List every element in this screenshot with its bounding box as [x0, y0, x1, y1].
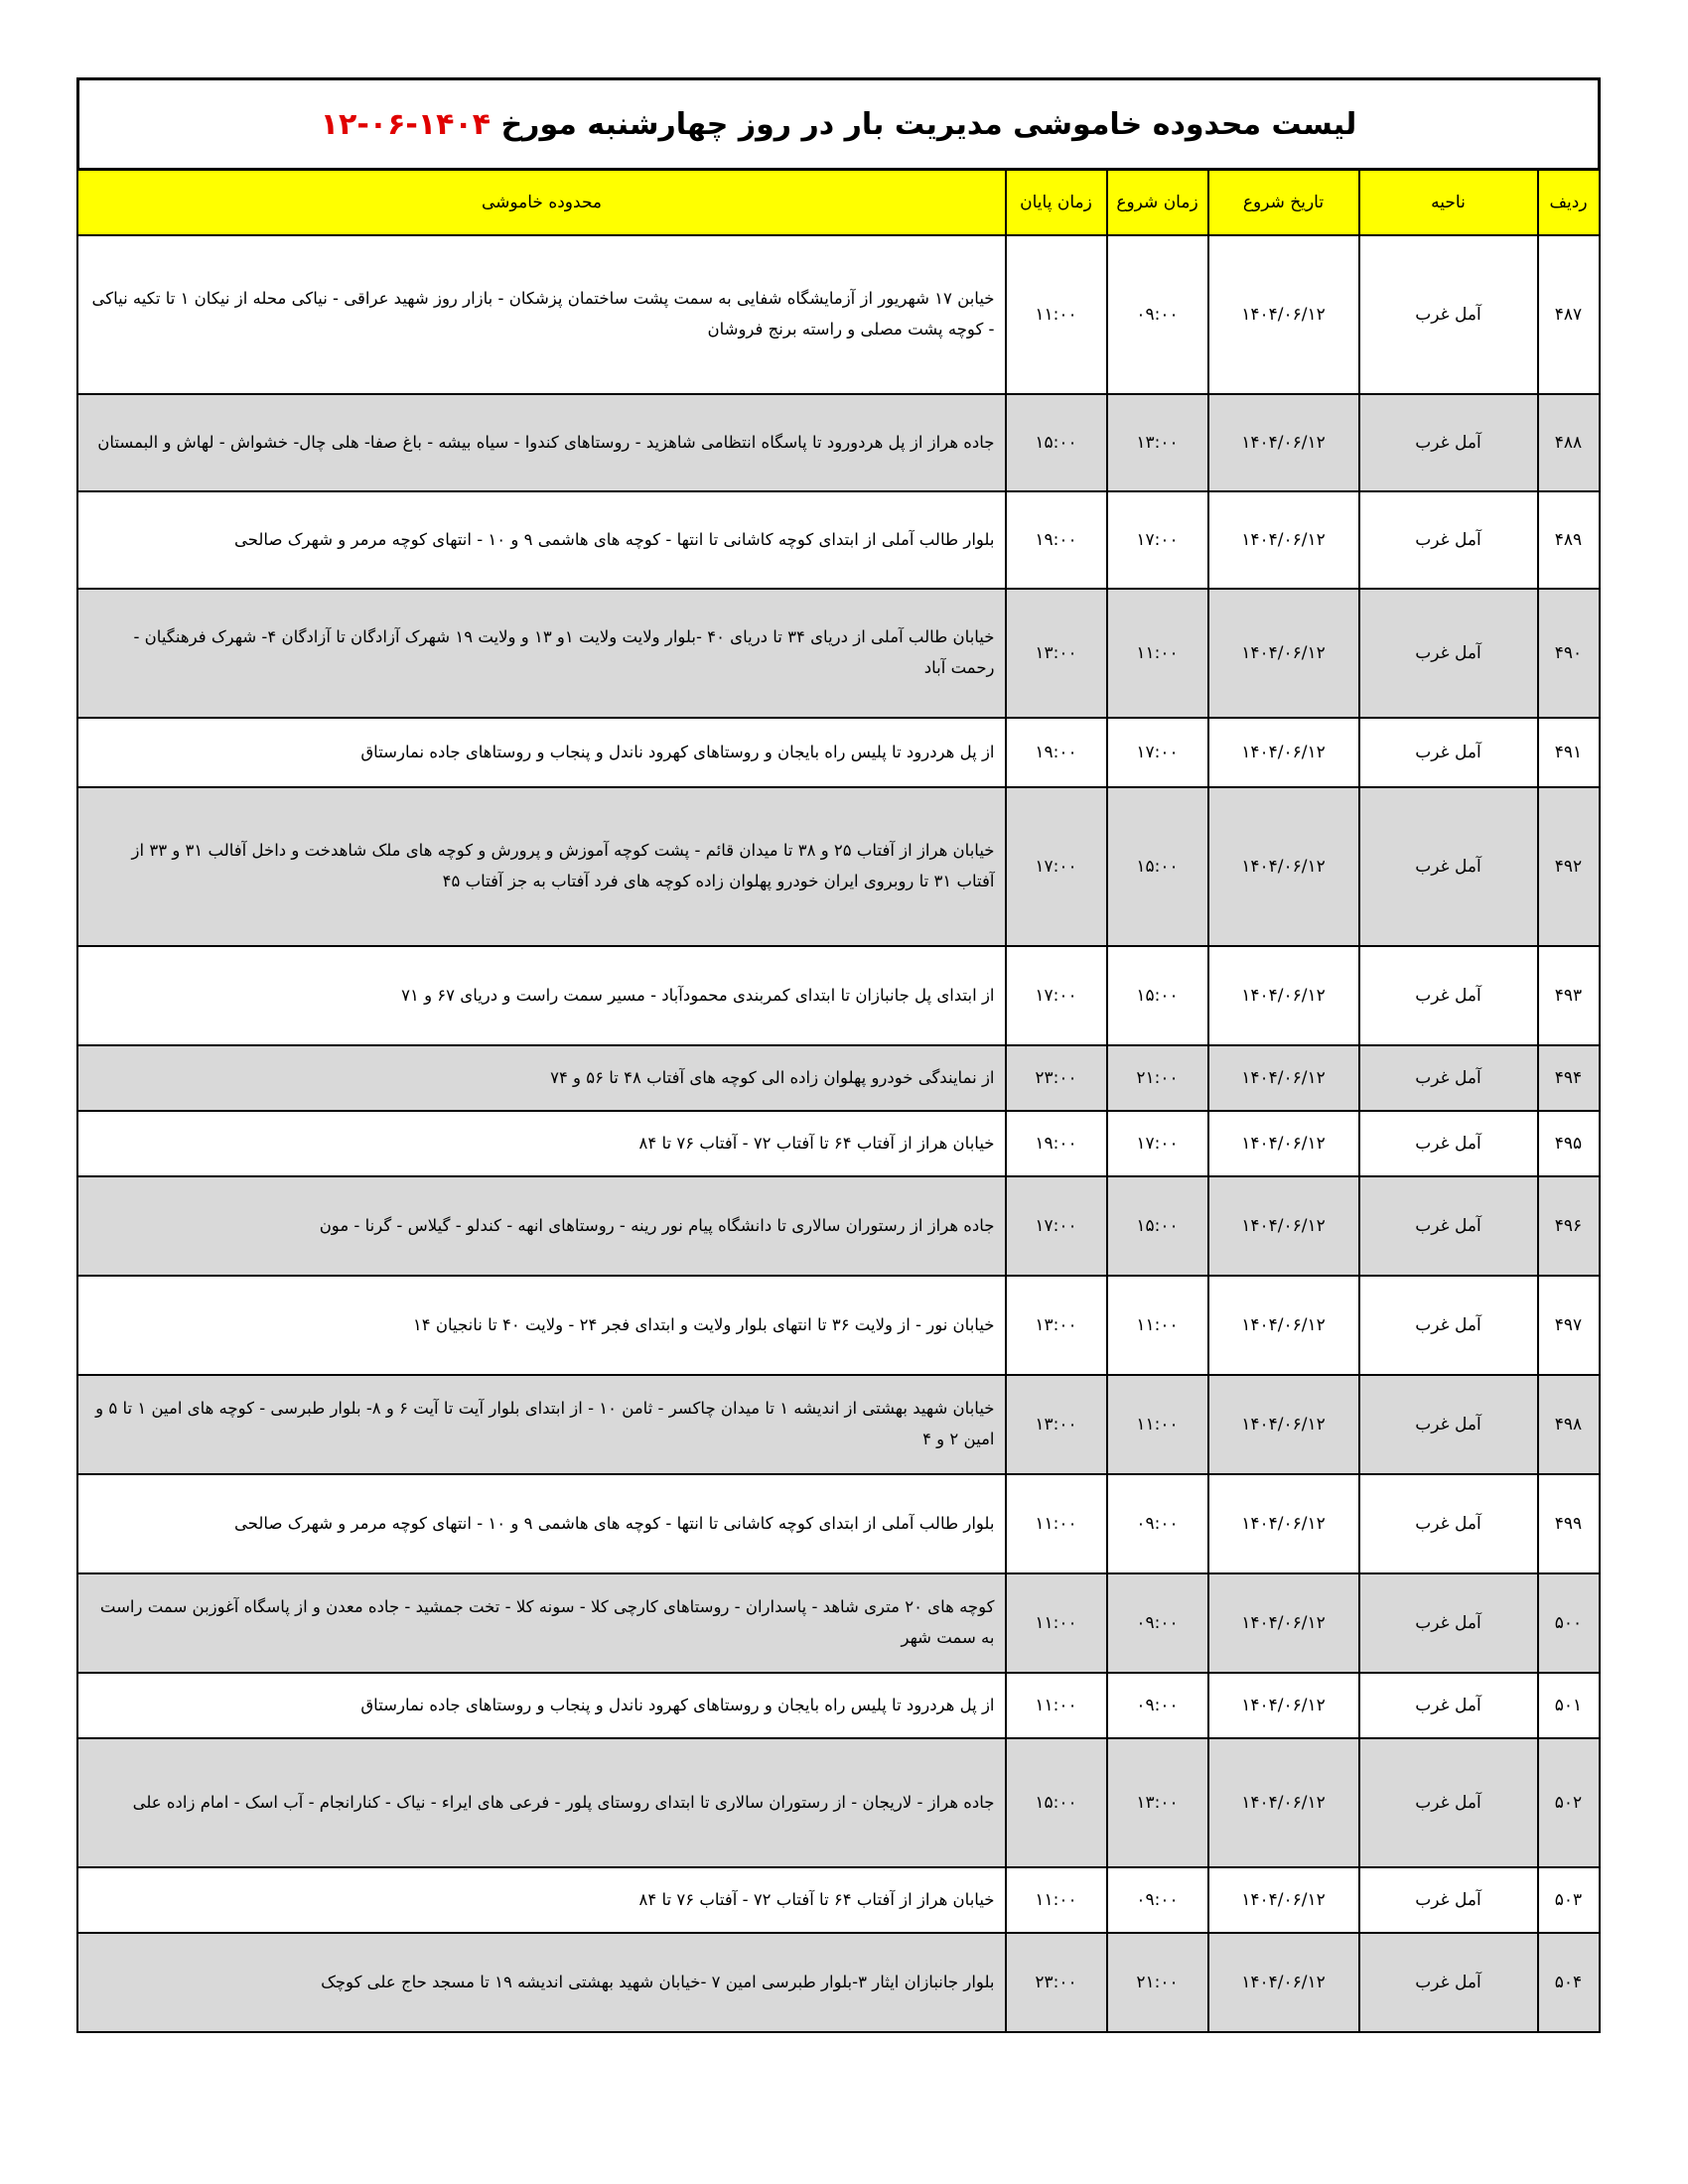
cell-area: خیابان شهید بهشتی از اندیشه ۱ تا میدان چاکسر - ثامن ۱۰ - از ابتدای بلوار آیت تا آیت ۶ و ۸- بلوار طبرسی - کوچه های امین ۱ تا ۵ و امین ۲ و ۴ — [77, 1375, 1005, 1474]
cell-end-time: ۱۷:۰۰ — [1006, 946, 1107, 1045]
cell-end-time: ۱۵:۰۰ — [1006, 1738, 1107, 1867]
cell-district: آمل غرب — [1359, 1176, 1538, 1276]
cell-start-time: ۱۱:۰۰ — [1107, 1375, 1208, 1474]
cell-start-date: ۱۴۰۴/۰۶/۱۲ — [1208, 1673, 1359, 1738]
blackout-table — [76, 77, 1601, 2033]
cell-district: آمل غرب — [1359, 787, 1538, 946]
cell-district: آمل غرب — [1359, 1933, 1538, 2032]
cell-row-number: ۴۹۷ — [1538, 1276, 1600, 1375]
cell-start-date: ۱۴۰۴/۰۶/۱۲ — [1208, 1176, 1359, 1276]
cell-area: از پل هردرود تا پلیس راه بایجان و روستاهای کهرود ناندل و پنجاب و روستاهای جاده نمارستاق — [77, 1673, 1005, 1738]
cell-start-time: ۱۱:۰۰ — [1107, 589, 1208, 718]
cell-start-time: ۰۹:۰۰ — [1107, 1573, 1208, 1673]
cell-end-time: ۱۱:۰۰ — [1006, 1673, 1107, 1738]
cell-end-time: ۱۱:۰۰ — [1006, 1867, 1107, 1933]
table-row — [77, 1933, 1599, 2032]
cell-start-date: ۱۴۰۴/۰۶/۱۲ — [1208, 1276, 1359, 1375]
cell-start-date: ۱۴۰۴/۰۶/۱۲ — [1208, 946, 1359, 1045]
cell-area: خیابن ۱۷ شهریور از آزمایشگاه شفایی به سمت پشت ساختمان پزشکان - بازار روز شهید عراقی - نیاکی محله از نیکان ۱ تا تکیه نیاکی - کوچه پشت مصلی و راسته برنج فروشان — [77, 235, 1005, 394]
cell-start-date: ۱۴۰۴/۰۶/۱۲ — [1208, 491, 1359, 589]
cell-area: کوچه های ۲۰ متری شاهد - پاسداران - روستاهای کارچی کلا - سونه کلا - تخت جمشید - جاده معدن و از پاسگاه آغوزبن سمت راست به سمت شهر — [77, 1573, 1005, 1673]
cell-start-date: ۱۴۰۴/۰۶/۱۲ — [1208, 1738, 1359, 1867]
cell-start-time: ۱۵:۰۰ — [1107, 946, 1208, 1045]
cell-area: جاده هراز از رستوران سالاری تا دانشگاه پیام نور رینه - روستاهای انهه - کندلو - گیلاس - گرنا - مون — [77, 1176, 1005, 1276]
cell-district: آمل غرب — [1359, 394, 1538, 491]
cell-district: آمل غرب — [1359, 1867, 1538, 1933]
cell-end-time: ۱۹:۰۰ — [1006, 1111, 1107, 1176]
table-body — [77, 235, 1599, 2032]
cell-start-date: ۱۴۰۴/۰۶/۱۲ — [1208, 1474, 1359, 1573]
header-row-number: ردیف — [1538, 170, 1600, 236]
table-row — [77, 787, 1599, 946]
cell-row-number: ۴۸۹ — [1538, 491, 1600, 589]
table-row — [77, 1375, 1599, 1474]
cell-start-date: ۱۴۰۴/۰۶/۱۲ — [1208, 235, 1359, 394]
cell-row-number: ۴۸۸ — [1538, 394, 1600, 491]
cell-start-time: ۲۱:۰۰ — [1107, 1933, 1208, 2032]
cell-end-time: ۱۳:۰۰ — [1006, 589, 1107, 718]
cell-district: آمل غرب — [1359, 1474, 1538, 1573]
table-row — [77, 1573, 1599, 1673]
cell-row-number: ۴۹۱ — [1538, 718, 1600, 787]
cell-row-number: ۴۹۵ — [1538, 1111, 1600, 1176]
table-row — [77, 1111, 1599, 1176]
title-day: چهارشنبه مورخ — [500, 106, 729, 142]
cell-row-number: ۵۰۲ — [1538, 1738, 1600, 1867]
title-row — [77, 79, 1599, 170]
cell-start-date: ۱۴۰۴/۰۶/۱۲ — [1208, 589, 1359, 718]
cell-start-time: ۱۳:۰۰ — [1107, 394, 1208, 491]
cell-district: آمل غرب — [1359, 1673, 1538, 1738]
cell-start-date: ۱۴۰۴/۰۶/۱۲ — [1208, 394, 1359, 491]
cell-end-time: ۱۳:۰۰ — [1006, 1276, 1107, 1375]
cell-start-time: ۲۱:۰۰ — [1107, 1045, 1208, 1111]
cell-start-time: ۱۱:۰۰ — [1107, 1276, 1208, 1375]
cell-area: خیابان هراز از آفتاب ۲۵ و ۳۸ تا میدان قائم - پشت کوچه آموزش و پرورش و کوچه های ملک شاهدخت و داخل آفالب ۳۱ و ۳۳ از آفتاب ۳۱ تا روبروی ایران خودرو پهلوان زاده کوچه های فرد آفتاب به جز آفتاب ۴۵ — [77, 787, 1005, 946]
cell-area: جاده هراز - لاریجان - از رستوران سالاری تا ابتدای روستای پلور - فرعی های ایراء - نیاک - کنارانجام - آب اسک - امام زاده علی — [77, 1738, 1005, 1867]
header-district: ناحیه — [1359, 170, 1538, 236]
cell-district: آمل غرب — [1359, 589, 1538, 718]
cell-area: جاده هراز از پل هردورود تا پاسگاه انتظامی شاهزید - روستاهای کندوا - سیاه بیشه - باغ صفا- هلی چال- خشواش - لهاش و البمستان — [77, 394, 1005, 491]
cell-row-number: ۵۰۱ — [1538, 1673, 1600, 1738]
cell-start-time: ۰۹:۰۰ — [1107, 235, 1208, 394]
cell-end-time: ۱۷:۰۰ — [1006, 1176, 1107, 1276]
cell-area: از ابتدای پل جانبازان تا ابتدای کمربندی محمودآباد - مسیر سمت راست و دریای ۶۷ و ۷۱ — [77, 946, 1005, 1045]
cell-end-time: ۱۵:۰۰ — [1006, 394, 1107, 491]
cell-start-time: ۱۵:۰۰ — [1107, 787, 1208, 946]
table-row — [77, 589, 1599, 718]
table-row — [77, 1176, 1599, 1276]
cell-row-number: ۴۹۰ — [1538, 589, 1600, 718]
cell-start-time: ۱۳:۰۰ — [1107, 1738, 1208, 1867]
cell-row-number: ۴۸۷ — [1538, 235, 1600, 394]
cell-area: خیابان هراز از آفتاب ۶۴ تا آفتاب ۷۲ - آفتاب ۷۶ تا ۸۴ — [77, 1111, 1005, 1176]
table-row — [77, 1738, 1599, 1867]
cell-start-date: ۱۴۰۴/۰۶/۱۲ — [1208, 1573, 1359, 1673]
cell-district: آمل غرب — [1359, 1573, 1538, 1673]
cell-start-time: ۱۷:۰۰ — [1107, 491, 1208, 589]
cell-start-date: ۱۴۰۴/۰۶/۱۲ — [1208, 718, 1359, 787]
cell-row-number: ۵۰۴ — [1538, 1933, 1600, 2032]
table-row — [77, 491, 1599, 589]
cell-end-time: ۱۹:۰۰ — [1006, 491, 1107, 589]
cell-area: خیابان طالب آملی از دریای ۳۴ تا دریای ۴۰ -بلوار ولایت ولایت ۱و ۱۳ و ولایت ۱۹ شهرک آزادگان تا آزادگان ۴- شهرک فرهنگیان - رحمت آباد — [77, 589, 1005, 718]
cell-district: آمل غرب — [1359, 946, 1538, 1045]
cell-row-number: ۴۹۳ — [1538, 946, 1600, 1045]
cell-start-time: ۰۹:۰۰ — [1107, 1474, 1208, 1573]
cell-start-time: ۱۵:۰۰ — [1107, 1176, 1208, 1276]
cell-start-time: ۰۹:۰۰ — [1107, 1867, 1208, 1933]
cell-start-date: ۱۴۰۴/۰۶/۱۲ — [1208, 1111, 1359, 1176]
cell-end-time: ۱۳:۰۰ — [1006, 1375, 1107, 1474]
cell-district: آمل غرب — [1359, 1111, 1538, 1176]
cell-start-date: ۱۴۰۴/۰۶/۱۲ — [1208, 1867, 1359, 1933]
cell-district: آمل غرب — [1359, 718, 1538, 787]
cell-start-time: ۱۷:۰۰ — [1107, 718, 1208, 787]
cell-district: آمل غرب — [1359, 1045, 1538, 1111]
cell-end-time: ۱۱:۰۰ — [1006, 1474, 1107, 1573]
cell-end-time: ۲۳:۰۰ — [1006, 1933, 1107, 2032]
table-row — [77, 1673, 1599, 1738]
table-row — [77, 946, 1599, 1045]
header-start-date: تاریخ شروع — [1208, 170, 1359, 236]
cell-area: خیابان هراز از آفتاب ۶۴ تا آفتاب ۷۲ - آفتاب ۷۶ تا ۸۴ — [77, 1867, 1005, 1933]
table-row — [77, 1045, 1599, 1111]
page-title — [77, 79, 1599, 170]
table-row — [77, 235, 1599, 394]
table-row — [77, 1474, 1599, 1573]
cell-area: بلوار جانبازان ایثار ۳-بلوار طبرسی امین ۷ -خیابان شهید بهشتی اندیشه ۱۹ تا مسجد حاج علی کوچک — [77, 1933, 1005, 2032]
title-date: ۱۴۰۴-۰۶-۱۲ — [320, 106, 492, 142]
cell-area: از پل هردرود تا پلیس راه بایجان و روستاهای کهرود ناندل و پنجاب و روستاهای جاده نمارستاق — [77, 718, 1005, 787]
header-end-time: زمان پایان — [1006, 170, 1107, 236]
cell-end-time: ۱۹:۰۰ — [1006, 718, 1107, 787]
cell-row-number: ۴۹۴ — [1538, 1045, 1600, 1111]
cell-row-number: ۴۹۲ — [1538, 787, 1600, 946]
cell-end-time: ۲۳:۰۰ — [1006, 1045, 1107, 1111]
header-area: محدوده خاموشی — [77, 170, 1005, 236]
blackout-sheet — [79, 77, 1601, 2033]
header-start-time: زمان شروع — [1107, 170, 1208, 236]
cell-area: بلوار طالب آملی از ابتدای کوچه کاشانی تا انتها - کوچه های هاشمی ۹ و ۱۰ - انتهای کوچه مرمر و شهرک صالحی — [77, 491, 1005, 589]
table-row — [77, 718, 1599, 787]
cell-start-date: ۱۴۰۴/۰۶/۱۲ — [1208, 787, 1359, 946]
cell-end-time: ۱۱:۰۰ — [1006, 235, 1107, 394]
cell-end-time: ۱۱:۰۰ — [1006, 1573, 1107, 1673]
cell-district: آمل غرب — [1359, 1738, 1538, 1867]
title-text: لیست محدوده خاموشی مدیریت بار در روز — [738, 106, 1357, 142]
cell-district: آمل غرب — [1359, 235, 1538, 394]
cell-district: آمل غرب — [1359, 491, 1538, 589]
cell-row-number: ۵۰۰ — [1538, 1573, 1600, 1673]
cell-row-number: ۴۹۶ — [1538, 1176, 1600, 1276]
table-row — [77, 1276, 1599, 1375]
cell-start-date: ۱۴۰۴/۰۶/۱۲ — [1208, 1375, 1359, 1474]
cell-area: بلوار طالب آملی از ابتدای کوچه کاشانی تا انتها - کوچه های هاشمی ۹ و ۱۰ - انتهای کوچه مرمر و شهرک صالحی — [77, 1474, 1005, 1573]
cell-district: آمل غرب — [1359, 1276, 1538, 1375]
cell-start-date: ۱۴۰۴/۰۶/۱۲ — [1208, 1933, 1359, 2032]
table-row — [77, 1867, 1599, 1933]
cell-row-number: ۵۰۳ — [1538, 1867, 1600, 1933]
header-row — [77, 170, 1599, 236]
cell-row-number: ۴۹۸ — [1538, 1375, 1600, 1474]
cell-area: خیابان نور - از ولایت ۳۶ تا انتهای بلوار ولایت و ابتدای فجر ۲۴ - ولایت ۴۰ تا نانجیان ۱۴ — [77, 1276, 1005, 1375]
cell-end-time: ۱۷:۰۰ — [1006, 787, 1107, 946]
cell-row-number: ۴۹۹ — [1538, 1474, 1600, 1573]
cell-district: آمل غرب — [1359, 1375, 1538, 1474]
cell-start-time: ۱۷:۰۰ — [1107, 1111, 1208, 1176]
cell-area: از نمایندگی خودرو پهلوان زاده الی کوچه های آفتاب ۴۸ تا ۵۶ و ۷۴ — [77, 1045, 1005, 1111]
cell-start-time: ۰۹:۰۰ — [1107, 1673, 1208, 1738]
table-row — [77, 394, 1599, 491]
cell-start-date: ۱۴۰۴/۰۶/۱۲ — [1208, 1045, 1359, 1111]
